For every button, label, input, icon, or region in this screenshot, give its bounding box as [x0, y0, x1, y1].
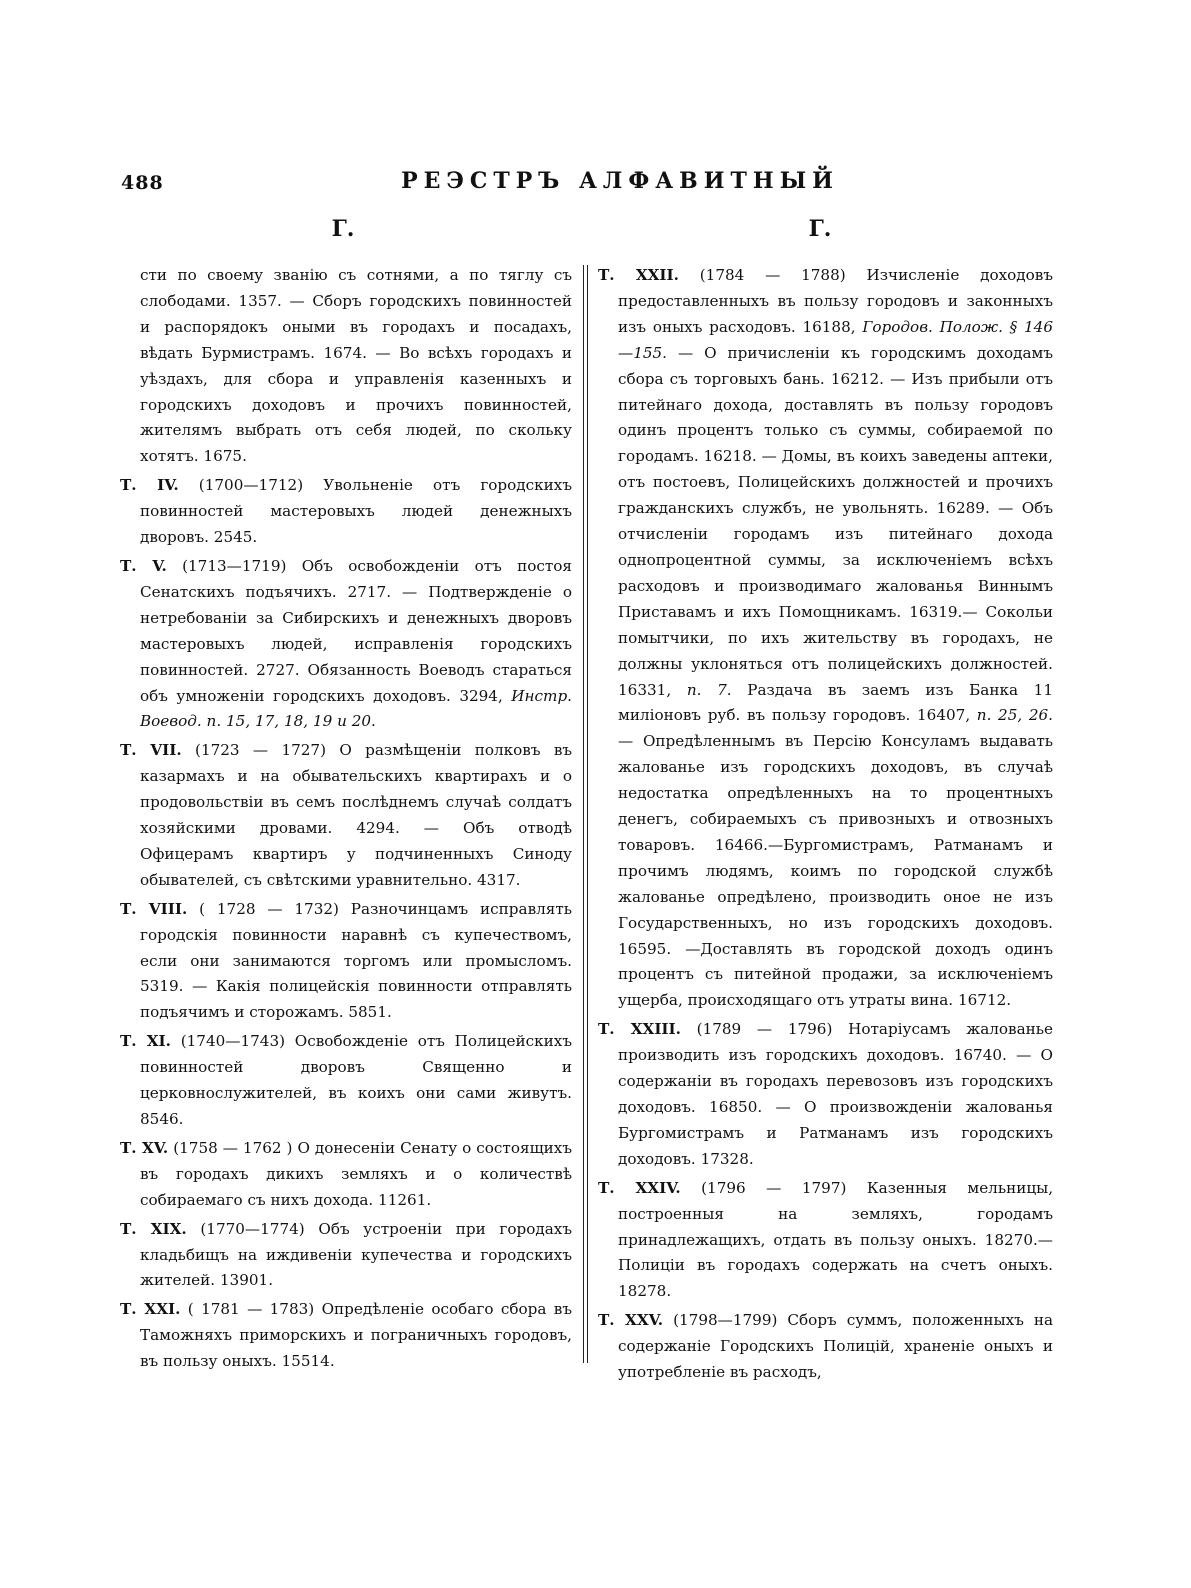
index-entry — [598, 1176, 1053, 1306]
right-section-letter: Г. — [808, 216, 832, 242]
index-entry — [598, 1017, 1053, 1172]
volume-number: Т. VII. — [120, 741, 182, 760]
index-entry — [120, 738, 572, 893]
entry-text: — О причисленіи къ городскимъ доходамъ сбора съ торговыхъ бань. 16212. — Изъ прибыли отъ питейнаго дохода, доставлять въ пользу городовъ одинъ процентъ только съ суммы, собираемой по городамъ. 16218. — Домы, въ коихъ заведены аптеки, отъ постоевъ, Полицейскихъ должностей и прочихъ гражданскихъ службъ, не увольнять. 16289. — Объ отчисленіи городамъ изъ питейнаго дохода однопроцентной суммы, за исключеніемъ всѣхъ расходовъ и производимаго жалованья Виннымъ Приставамъ и ихъ Помощникамъ. 16319.— Сокольи помытчики, по ихъ жительству въ городахъ, не должны уклоняться отъ полицейскихъ должностей. 16331, — [618, 343, 1053, 699]
entry-reference: п. 7. — [686, 680, 732, 699]
entry-reference: п. 25, 26. — [976, 706, 1053, 725]
volume-number: Т. XXV. — [598, 1311, 664, 1330]
volume-number: Т. XIX. — [120, 1219, 187, 1238]
volume-number: Т. XXIV. — [598, 1178, 681, 1197]
year-range: (1740—1743) — [180, 1032, 286, 1051]
index-entry — [120, 1136, 572, 1214]
volume-number: Т. IV. — [120, 476, 179, 495]
index-entry — [120, 554, 572, 735]
entry-reference: Городов. Полож. § 146—155. — [618, 317, 1053, 362]
entry-text: сти по своему званію съ сотнями, а по тяглу съ слободами. 1357. — Сборъ городскихъ повинностей и распорядокъ оными въ городахъ и посадахъ, вѣдать Бурмистрамъ. 1674. — Во всѣхъ городахъ и уѣздахъ, для сбора и управленія казенныхъ и городскихъ доходовъ и прочихъ повинностей, жителямъ выбрать отъ себя людей, по скольку хотятъ. 1675. — [140, 266, 572, 466]
entry-text: Увольненіе отъ городскихъ повинностей мастеровыхъ людей денежныхъ дворовъ. 2545. — [140, 476, 573, 547]
entry-text: Объ устроеніи при городахъ кладьбищъ на иждивеніи купечества и городскихъ жителей. 13901. — [140, 1219, 573, 1290]
entry-reference: Инстр. Воевод. п. 15, 17, 18, 19 и 20. — [140, 686, 573, 731]
column-divider-rule — [587, 265, 588, 1363]
entry-text: Сборъ суммъ, положенныхъ на содержаніе Городскихъ Полицій, храненіе оныхъ и употребленіе въ расходъ, — [618, 1311, 1054, 1382]
volume-number: Т. XXIII. — [598, 1020, 681, 1039]
index-entry — [598, 263, 1053, 1014]
left-section-letter: Г. — [331, 216, 355, 242]
column-divider-rule — [583, 265, 584, 1363]
volume-number: Т. XXII. — [598, 266, 679, 284]
year-range: (1796 — 1797) — [701, 1178, 847, 1197]
year-range: (1700—1712) — [198, 476, 304, 495]
entry-text: Нотаріусамъ жалованье производить изъ городскихъ доходовъ. 16740. — О содержаніи въ городахъ перевозовъ изъ городскихъ доходовъ. 16850. — О произвожденіи жалованья Бургомистрамъ и Ратманамъ изъ городскихъ доходовъ. 17328. — [618, 1020, 1054, 1168]
entry-text: О донесеніи Сенату о состоящихъ въ городахъ дикихъ земляхъ и о количествѣ собираемаго съ нихъ дохода. 11261. — [140, 1138, 573, 1209]
volume-number: Т. XV. — [120, 1138, 169, 1157]
year-range: (1758 — 1762 ) — [173, 1138, 293, 1157]
entry-text: — Опредѣленнымъ въ Персію Консуламъ выдавать жалованье изъ городскихъ доходовъ, въ случаѣ недостатка опредѣленныхъ на то процентныхъ денегъ, собираемыхъ съ привозныхъ и отвозныхъ товаровъ. 16466.—Бургомистрамъ, Ратманамъ и прочимъ людямъ, коимъ по городской службѣ жалованье опредѣлено, производить оное не изъ Государственныхъ, но изъ городскихъ доходовъ. 16595. —Доставлять въ городской доходъ одинъ процентъ съ питейной продажи, за исключеніемъ ущерба, происходящаго отъ утраты вина. 16712. — [618, 732, 1053, 1010]
index-entry — [120, 263, 572, 470]
entry-text: Изчисленіе доходовъ предоставленныхъ въ пользу городовъ и законныхъ изъ оныхъ расходовъ. 16188, — [618, 266, 1054, 336]
entry-text: Освобожденіе отъ Полицейскихъ повинностей дворовъ Священно и церковнослужителей, въ коихъ они сами живутъ. 8546. — [140, 1032, 573, 1128]
entry-text: Раздача въ заемъ изъ Банка 11 миліоновъ руб. въ пользу городовъ. 16407, — [618, 680, 1053, 725]
year-range: (1713—1719) — [182, 556, 287, 575]
entry-text: Объ освобожденіи отъ постоя Сенатскихъ подъячихъ. 2717. — Подтвержденіе о нетребованіи за Сибирскихъ и денежныхъ дворовъ мастеровыхъ людей, исправленія городскихъ повинностей. 2727. Обязанность Воеводъ стараться объ умноженіи городскихъ доходовъ. 3294, — [140, 556, 572, 705]
entry-text: Казенныя мельницы, построенныя на земляхъ, городамъ принадлежащихъ, отдать въ пользу оныхъ. 18270.— Полиціи въ городахъ содержать на счетъ оныхъ. 18278. — [618, 1178, 1054, 1301]
year-range: ( 1781 — 1783) — [187, 1300, 315, 1319]
year-range: (1789 — 1796) — [696, 1020, 833, 1039]
index-entry — [120, 473, 572, 551]
index-entry — [120, 1297, 572, 1375]
year-range: (1798—1799) — [673, 1311, 778, 1330]
entry-text: О размѣщеніи полковъ въ казармахъ и на обывательскихъ квартирахъ и о продовольствіи въ семъ послѣднемъ случаѣ солдатъ хозяйскими дровами. 4294. — Объ отводѣ Офицерамъ квартиръ у подчиненныхъ Синоду обывателей, съ свѣтскими уравнительно. 4317. — [140, 741, 573, 889]
volume-number: Т. XXI. — [120, 1300, 181, 1319]
index-entry — [598, 1308, 1053, 1386]
running-title: РЕЭСТРЪ АЛФАВИТНЫЙ — [401, 168, 839, 194]
left-column — [120, 263, 572, 1378]
volume-number: Т. XI. — [120, 1032, 171, 1051]
year-range: ( 1728 — 1732) — [199, 899, 339, 918]
volume-number: Т. VIII. — [120, 899, 188, 918]
index-entry — [120, 1217, 572, 1295]
index-entry — [120, 897, 572, 1027]
entry-text: Опредѣленіе особаго сбора въ Таможняхъ приморскихъ и пограничныхъ городовъ, въ пользу оныхъ. 15514. — [140, 1300, 573, 1371]
entry-text: Разночинцамъ исправлять городскія повинности наравнѣ съ купечествомъ, если они занимаются торгомъ или промысломъ. 5319. — Какія полицейскія повинности отправлять подъячимъ и сторожамъ. 5851. — [140, 899, 573, 1022]
year-range: (1770—1774) — [200, 1219, 305, 1238]
year-range: (1723 — 1727) — [195, 741, 327, 760]
index-entry — [120, 1029, 572, 1133]
volume-number: Т. V. — [120, 556, 167, 575]
year-range: (1784 — 1788) — [699, 266, 846, 284]
page-number: 488 — [121, 172, 164, 194]
right-column — [598, 263, 1053, 1389]
